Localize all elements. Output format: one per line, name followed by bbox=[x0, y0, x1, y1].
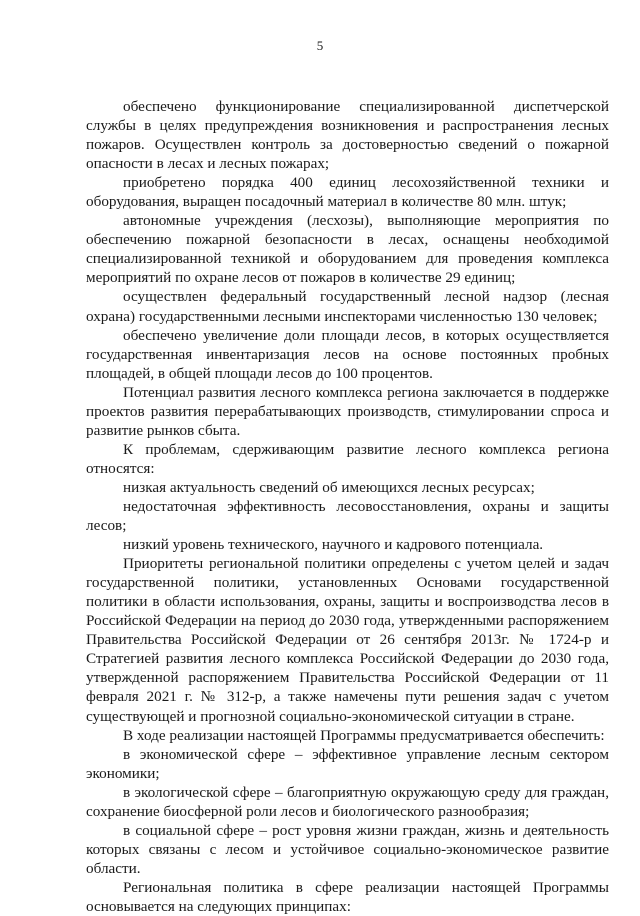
paragraph: низкая актуальность сведений об имеющихся лесных ресурсах; bbox=[123, 478, 535, 496]
paragraph: обеспечено функционирование специализированной диспетчерской службы в целях предупреждения возникновения и распространения лесных пожаров. Осуществлен контроль за достоверностью сведений о пожарной опасности в лесах и лесных пожарах; bbox=[86, 98, 609, 173]
paragraph: обеспечено увеличение доли площади лесов, в которых осуществляется государственная инвентаризация лесов на основе постоянных пробных площадей, в общей площади лесов до 100 процентов. bbox=[86, 326, 609, 382]
page-number: 5 bbox=[316, 38, 324, 53]
paragraph: приобретено порядка 400 единиц лесохозяйственной техники и оборудования, выращен посадочный материал в количестве 80 млн. штук; bbox=[86, 174, 609, 211]
paragraph: В ходе реализации настоящей Программы предусматривается обеспечить: bbox=[123, 726, 605, 744]
paragraph: Региональная политика в сфере реализации настоящей Программы основывается на следующих принципах: bbox=[86, 878, 609, 915]
paragraph: К проблемам, сдерживающим развитие лесного комплекса региона относятся: bbox=[86, 440, 609, 477]
paragraph: автономные учреждения (лесхозы), выполняющие мероприятия по обеспечению пожарной безопасности в лесах, оснащены необходимой специализированной техникой и оборудованием для проведения комплекса мероприятий по охране лесов от пожаров в количестве 29 единиц; bbox=[86, 212, 609, 287]
paragraph: недостаточная эффективность лесовосстановления, охраны и защиты лесов; bbox=[86, 497, 609, 535]
paragraph: Приоритеты региональной политики определены с учетом целей и задач государственной политики, установленных Основами государственной политики в области использования, охраны, защиты и воспроизводства лесов в Российской Федерации на период до 2030 года, утвержденными распоряжением Правительства Российской Федерации от 26 сентября 2013г. № 1724-р и Стратегией развития лесного комплекса Российской Федерации до 2030 года, утвержденной распоряжением Правительства Российской Федерации от 11 февраля 2021 г. № 312-р, а также намечены пути решения задач с учетом существующей и прогнозной социально-экономической ситуации в стране. bbox=[86, 555, 609, 725]
paragraph: в экономической сфере – эффективное управление лесным сектором экономики; bbox=[86, 745, 609, 782]
paragraph: низкий уровень технического, научного и кадрового потенциала. bbox=[123, 536, 544, 554]
paragraph: осуществлен федеральный государственный лесной надзор (лесная охрана) государственными лесными инспекторами численностью 130 человек; bbox=[86, 288, 609, 325]
document-body bbox=[86, 97, 609, 916]
paragraph: Потенциал развития лесного комплекса региона заключается в поддержке проектов развития перерабатывающих производств, стимулировании спроса и развитие рынков сбыта. bbox=[86, 383, 609, 439]
paragraph: в социальной сфере – рост уровня жизни граждан, жизнь и деятельность которых связаны с лесом и устойчивое социально-экономическое развитие области. bbox=[86, 821, 609, 877]
paragraph: в экологической сфере – благоприятную окружающую среду для граждан, сохранение биосферной роли лесов и биологического разнообразия; bbox=[86, 783, 609, 820]
